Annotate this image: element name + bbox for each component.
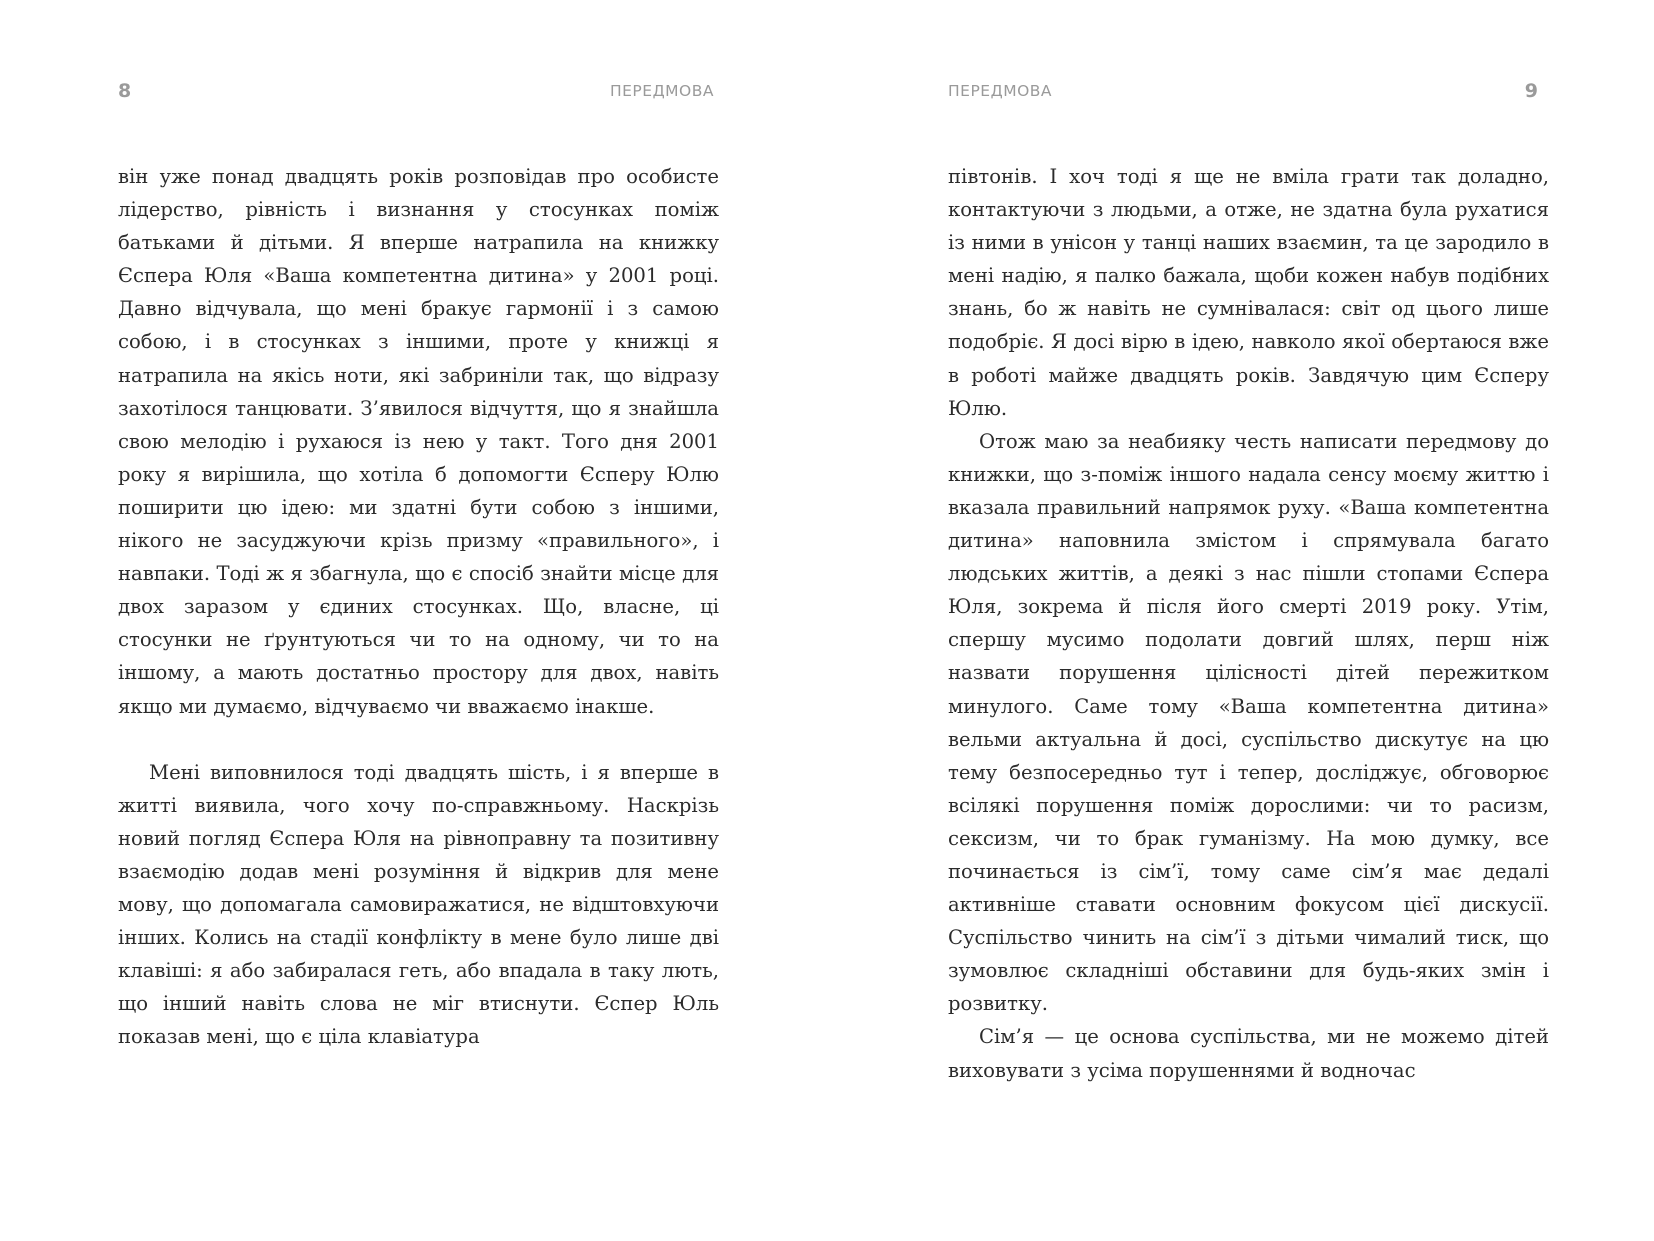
paragraph: Отож маю за неабияку честь написати передмову до книжки, що з-поміж іншого надала сенсу моєму життю і вказала правильний напрямок руху. «Ваша компетентна дитина» наповнила змістом і спрямувала багато людських життів, а деякі з нас пішли стопами Єспера Юля, зокрема й після його смерті 2019 року. Утім, спершу мусимо подолати довгий шлях, перш ніж назвати порушення цілісності дітей пережитком минулого. Саме тому «Ваша компетентна дитина» вельми актуальна й досі, суспільство дискутує на цю тему безпосередньо тут і тепер, досліджує, обговорює всілякі порушення поміж дорослими: чи то расизм, сексизм, чи то брак гуманізму. На мою думку, все починається із сім’ї, тому саме сім’я має дедалі активніше ставати основним фокусом цієї дискусії. Суспільство чинить на сім’ї з дітьми чималий тиск, що зумовлює складніші обставини для будь-яких змін і розвитку. xyxy=(948,429,1549,1016)
right-page xyxy=(827,0,1654,1241)
page-number: 8 xyxy=(118,80,132,102)
paragraph: Сім’я — це основа суспільства, ми не можемо дітей виховувати з усіма порушеннями й водночас xyxy=(948,1025,1549,1082)
paragraph: півтонів. І хоч тоді я ще не вміла грати так доладно, контактуючи з людьми, а отже, не здатна була рухатися із ними в унісон у танці наших взаємин, та це зародило в мені надію, я палко бажала, щоби кожен набув подібних знань, бо ж навіть не сумнівалася: світ од цього лише подобріє. Я досі вірю в ідею, навколо якої обертаюся вже в роботі майже двадцять років. Завдячую цим Єсперу Юлю. xyxy=(948,165,1549,420)
paragraph: Мені виповнилося тоді двадцять шість, і я вперше в житті виявила, чого хочу по-справжньому. Наскрізь новий погляд Єспера Юля на рівноправну та позитивну взаємодію додав мені розуміння й відкрив для мене мову, що допомагала самовиражатися, не відштовхуючи інших. Колись на стадії конфлікту в мене було лише дві клавіші: я або забиралася геть, або впадала в таку лють, що інший навіть слова не міг втиснути. Єспер Юль показав мені, що є ціла клавіатура xyxy=(118,760,719,1049)
body-text xyxy=(118,160,719,1053)
page-number: 9 xyxy=(1524,80,1538,102)
running-head: ПЕРЕДМОВА xyxy=(609,82,714,100)
body-text xyxy=(948,160,1549,1087)
paragraph: він уже понад двадцять років розповідав про особисте лідерство, рівність і визнання у стосунках поміж батьками й дітьми. Я вперше натрапила на книжку Єспера Юля «Ваша компетентна дитина» у 2001 році. Давно відчувала, що мені бракує гармонії і з самою собою, і в стосунках з іншими, проте у книжці я натрапила на якісь ноти, які забриніли так, що відразу захотілося танцювати. З’явилося відчуття, що я знайшла свою мелодію і рухаюся із нею у такт. Того дня 2001 року я вирішила, що хотіла б допомогти Єсперу Юлю поширити цю ідею: ми здатні бути собою з іншими, нікого не засуджуючи крізь призму «правильного», і навпаки. Тоді ж я збагнула, що є спосіб знайти місце для двох заразом у єдиних стосунках. Що, власне, ці стосунки не ґрунтуються чи то на одному, чи то на іншому, а мають достатньо простору для двох, навіть якщо ми думаємо, відчуваємо чи вважаємо інакше. xyxy=(118,165,719,718)
running-head: ПЕРЕДМОВА xyxy=(948,82,1053,100)
